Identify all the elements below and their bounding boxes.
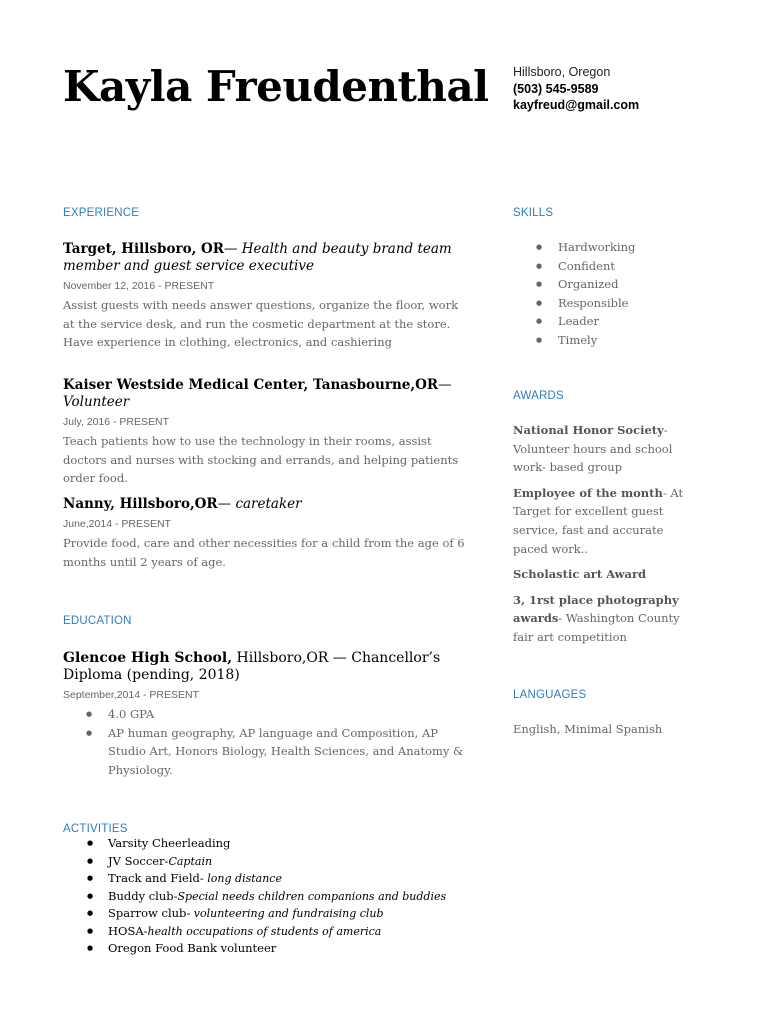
job-date: July, 2016 - PRESENT (63, 416, 170, 428)
job-date: June,2014 - PRESENT (63, 518, 171, 530)
school-detail: Hillsboro,OR — Chancellor’s Diploma (pending, 2018) (63, 650, 441, 683)
education-heading: EDUCATION (63, 615, 132, 627)
education-bullets (63, 705, 473, 779)
job-dash: — (438, 377, 452, 393)
list-item: ● 4.0 GPA (63, 705, 473, 724)
award-item (513, 421, 693, 477)
award-title: Employee of the month (513, 485, 663, 500)
languages-text: English, Minimal Spanish (513, 722, 663, 736)
job-title (63, 377, 473, 411)
job-entry (63, 496, 473, 571)
list-item: ● Sparrow club- volunteering and fundraising club (63, 905, 483, 923)
job-description: Teach patients how to use the technology in their rooms, assist doctors and nurses with stocking and errands, and helping patients order food. (63, 434, 459, 486)
contact-block (513, 64, 639, 114)
job-dash: — (217, 496, 232, 512)
job-org: Nanny, Hillsboro,OR (63, 496, 218, 512)
contact-location: Hillsboro, Oregon (513, 65, 611, 79)
list-item: ● Responsible (513, 294, 733, 313)
job-role: caretaker (231, 496, 302, 512)
awards-heading: AWARDS (513, 390, 564, 402)
awards-list (513, 421, 693, 647)
list-item: ● Varsity Cheerleading (63, 835, 483, 853)
list-item: ● Leader (513, 312, 733, 331)
list-item: ● Timely (513, 331, 733, 350)
contact-email: kayfreud@gmail.com (513, 98, 640, 112)
education-entry (63, 650, 473, 779)
award-text: - Washington County fair art competition (513, 611, 680, 644)
award-text: - Volunteer hours and school work- based group (513, 423, 673, 475)
list-item: ● Track and Field- long distance (63, 870, 483, 888)
job-entry (63, 241, 473, 352)
languages-heading: LANGUAGES (513, 689, 587, 701)
school-name: Glencoe High School, (63, 650, 233, 666)
job-role: Health and beauty brand team member and guest service executive (63, 241, 452, 274)
activities-heading: ACTIVITIES (63, 823, 128, 835)
list-item: ● Hardworking (513, 238, 733, 257)
job-entry (63, 377, 473, 488)
award-title: 3, 1rst place photography awards (513, 592, 679, 626)
list-item: ● JV Soccer-Captain (63, 853, 483, 871)
job-role: Volunteer (63, 394, 130, 410)
list-item: ● HOSA-health occupations of students of america (63, 923, 483, 941)
job-description: Provide food, care and other necessities for a child from the age of 6 months until 2 years of age. (63, 536, 465, 569)
award-item (513, 565, 693, 584)
job-title (63, 241, 473, 275)
list-item: ● Organized (513, 275, 733, 294)
job-title (63, 496, 473, 513)
education-date: September,2014 - PRESENT (63, 689, 199, 701)
award-item (513, 591, 693, 647)
award-item (513, 484, 693, 558)
skills-list (513, 238, 733, 350)
contact-phone: (503) 545-9589 (513, 81, 599, 96)
activities-list (63, 835, 483, 958)
award-title: National Honor Society (513, 423, 664, 437)
list-item: ● Buddy club-Special needs children companions and buddies (63, 888, 483, 906)
job-dash: — (223, 241, 238, 257)
skills-heading: SKILLS (513, 207, 554, 219)
job-org: Kaiser Westside Medical Center, Tanasbourne,OR (63, 377, 439, 393)
list-item: ● AP human geography, AP language and Composition, AP Studio Art, Honors Biology, Health Sciences, and Anatomy & Physiology. (63, 724, 473, 780)
list-item: ● Oregon Food Bank volunteer (63, 940, 483, 958)
list-item: ● Confident (513, 257, 733, 276)
resume-name: Kayla Freudenthal (63, 62, 489, 111)
job-description: Assist guests with needs answer questions, organize the floor, work at the service desk, and run the cosmetic department at the store. Have experience in clothing, electronics, and cashiering (63, 298, 459, 350)
experience-heading: EXPERIENCE (63, 207, 140, 219)
school-title (63, 650, 473, 684)
job-date: November 12, 2016 - PRESENT (63, 280, 215, 292)
award-title: Scholastic art Award (513, 567, 647, 582)
job-org: Target, Hillsboro, OR (63, 241, 224, 257)
award-text: - At Target for excellent guest service, fast and accurate paced work.. (513, 485, 684, 556)
